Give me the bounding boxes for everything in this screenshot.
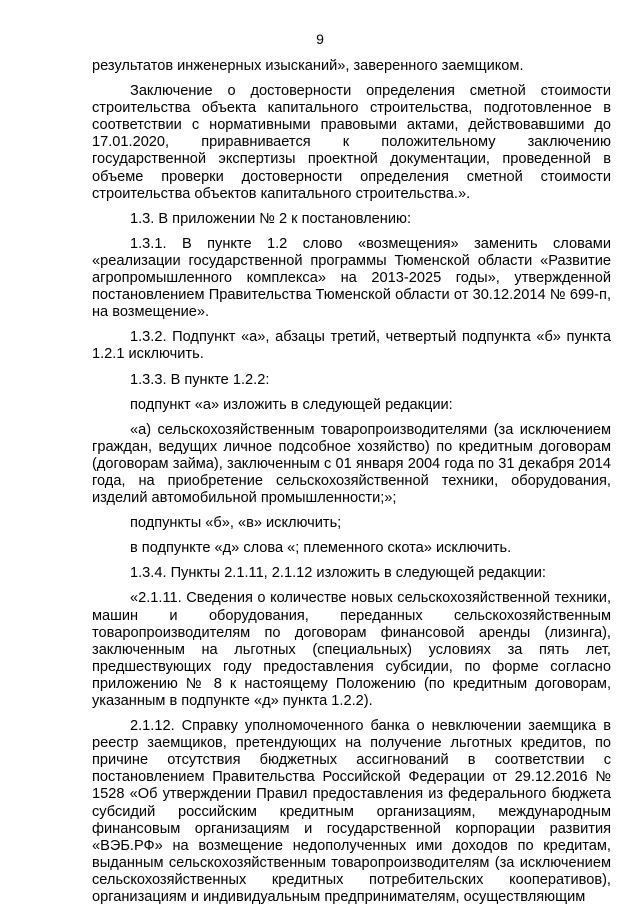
- paragraph-subpoint-d: в подпункте «д» слова «; племенного скота» исключить.: [130, 540, 512, 557]
- paragraph-continuation: результатов инженерных изысканий», заверенного заемщиком.: [92, 58, 524, 74]
- paragraph-1-3-1: 1.3.1. В пункте 1.2 слово «возмещения» заменить словами «реализации государственной программы Тюменской области «Развитие агропромышленного комплекса» на 2013-2025 годы», утвержденной постановлением Правительства Тюменской области от 30.12.2014 № 699-п, на возмещение».: [92, 235, 611, 321]
- paragraph-1-3-4: 1.3.4. Пункты 2.1.11, 2.1.12 изложить в следующей редакции:: [130, 565, 546, 582]
- paragraph-1-3-3: 1.3.3. В пункте 1.2.2:: [130, 371, 270, 388]
- paragraph-2-1-11: «2.1.11. Сведения о количестве новых сельскохозяйственной техники, машин и оборудования, переданных сельскохозяйственным товаропроизводителям по договорам финансовой аренды (лизинга), заключенным на льготных (специальных) условиях за пять лет, предшествующих году предоставления субсидии, по форме согласно приложению № 8 к настоящему Положению (по кредитным договорам, указанным в подпункте «д» пункта 1.2.2).: [92, 590, 611, 709]
- document-body: [92, 58, 611, 906]
- paragraph-subpoints-b-v: подпункты «б», «в» исключить;: [130, 515, 342, 532]
- paragraph-2-1-12: 2.1.12. Справку уполномоченного банка о невключении заемщика в реестр заемщиков, претендующих на получение льготных кредитов, по причине отсутствия бюджетных ассигнований в соответствии с постановлением Правительства Российской Федерации от 29.12.2016 № 1528 «Об утверждении Правил предоставления из федерального бюджета субсидий российским кредитным организациям, международным финансовым организациям и государственной корпорации развития «ВЭБ.РФ» на возмещение недополученных ими доходов по кредитам, выданным сельскохозяйственным товаропроизводителям (за исключением сельскохозяйственных кредитных потребительских кооперативов), организациям и индивидуальным предпринимателям, осуществляющим: [92, 718, 611, 906]
- page-number: 9: [316, 31, 324, 47]
- paragraph-subpoint-a-text: «а) сельскохозяйственным товаропроизводителями (за исключением граждан, ведущих личное подсобное хозяйство) по кредитным договорам (договорам займа), заключенным с 01 января 2004 года по 31 декабря 2014 года, на приобретение сельскохозяйственной техники, оборудования, изделий автомобильной промышленности;»;: [92, 421, 611, 507]
- paragraph-1-3: 1.3. В приложении № 2 к постановлению:: [130, 210, 411, 227]
- paragraph-1-3-2: 1.3.2. Подпункт «а», абзацы третий, четвертый подпункта «б» пункта 1.2.1 исключить.: [92, 329, 611, 363]
- paragraph-subpoint-a-intro: подпункт «а» изложить в следующей редакции:: [130, 396, 453, 413]
- paragraph-conclusion: Заключение о достоверности определения сметной стоимости строительства объекта капитального строительства, подготовленное в соответствии с нормативными правовыми актами, действовавшими до 17.01.2020, приравнивается к положительному заключению государственной экспертизы проектной документации, проведенной в объеме проверки достоверности определения сметной стоимости строительства объектов капитального строительства.».: [92, 83, 611, 202]
